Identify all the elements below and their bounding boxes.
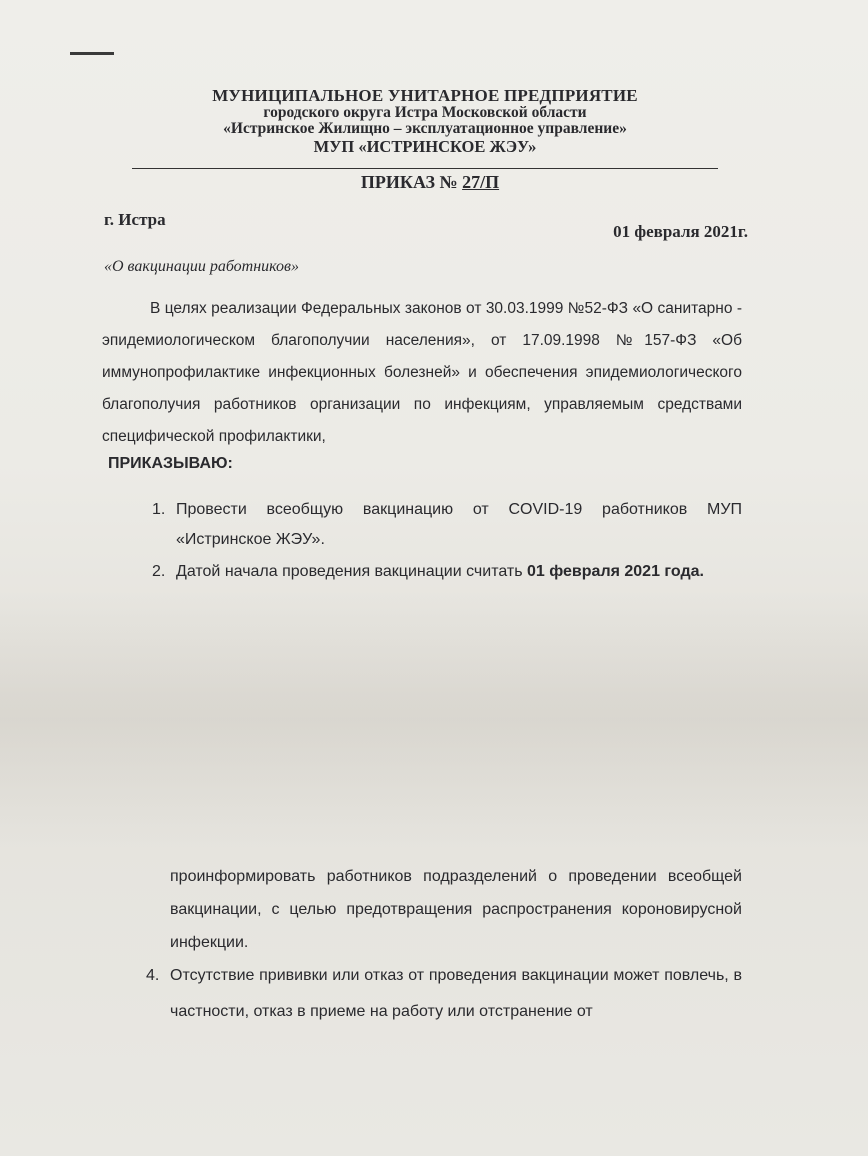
order-verb: ПРИКАЗЫВАЮ: — [108, 455, 233, 472]
org-title: МУНИЦИПАЛЬНОЕ УНИТАРНОЕ ПРЕДПРИЯТИЕ — [212, 86, 638, 105]
list-item-text-plain: Датой начала проведения вакцинации считать — [176, 563, 527, 580]
list-item-number: 2. — [152, 563, 166, 580]
list-item-number: 1. — [152, 501, 166, 518]
list-item-text-bold: 01 февраля 2021 года. — [527, 563, 704, 580]
paper-fold-shadow — [0, 590, 868, 850]
list-item-text — [176, 557, 742, 587]
list-item-3-continued: проинформировать работников подразделений о проведении всеобщей вакцинации, с целью предотвращения распространения короновирусной инфекции. — [170, 868, 742, 951]
org-full-name: «Истринское Жилищно – эксплуатационное управление» — [223, 120, 627, 137]
order-label: ПРИКАЗ № — [360, 172, 458, 192]
org-short-name: МУП «ИСТРИНСКОЕ ЖЭУ» — [313, 137, 537, 156]
list-item-text: Отсутствие прививки или отказ от проведения вакцинации может повлечь, в частности, отказ в приеме на работу или отстранение от — [170, 967, 742, 1020]
order-subject: «О вакцинации работников» — [104, 258, 299, 275]
order-number: 27/П — [462, 172, 500, 192]
header-divider — [132, 168, 718, 169]
list-item-number: 4. — [146, 967, 160, 984]
order-title — [200, 172, 660, 193]
order-date: 01 февраля 2021г. — [613, 222, 748, 241]
org-region: городского округа Истра Московской области — [263, 104, 587, 121]
order-city: г. Истра — [104, 210, 166, 229]
list-item-text: Провести всеобщую вакцинацию от COVID-19 работников МУП «Истринское ЖЭУ». — [176, 501, 742, 548]
preamble-paragraph: В целях реализации Федеральных законов от 30.03.1999 №52-ФЗ «О санитарно - эпидемиологическом благополучии населения», от 17.09.1998 №157-ФЗ «Об иммунопрофилактике инфекционных болезней» и обеспечения эпидемиологического благополучия работников организации по инфекциям, управляемым средствами специфической профилактики, — [102, 300, 742, 445]
corner-mark — [70, 52, 114, 55]
